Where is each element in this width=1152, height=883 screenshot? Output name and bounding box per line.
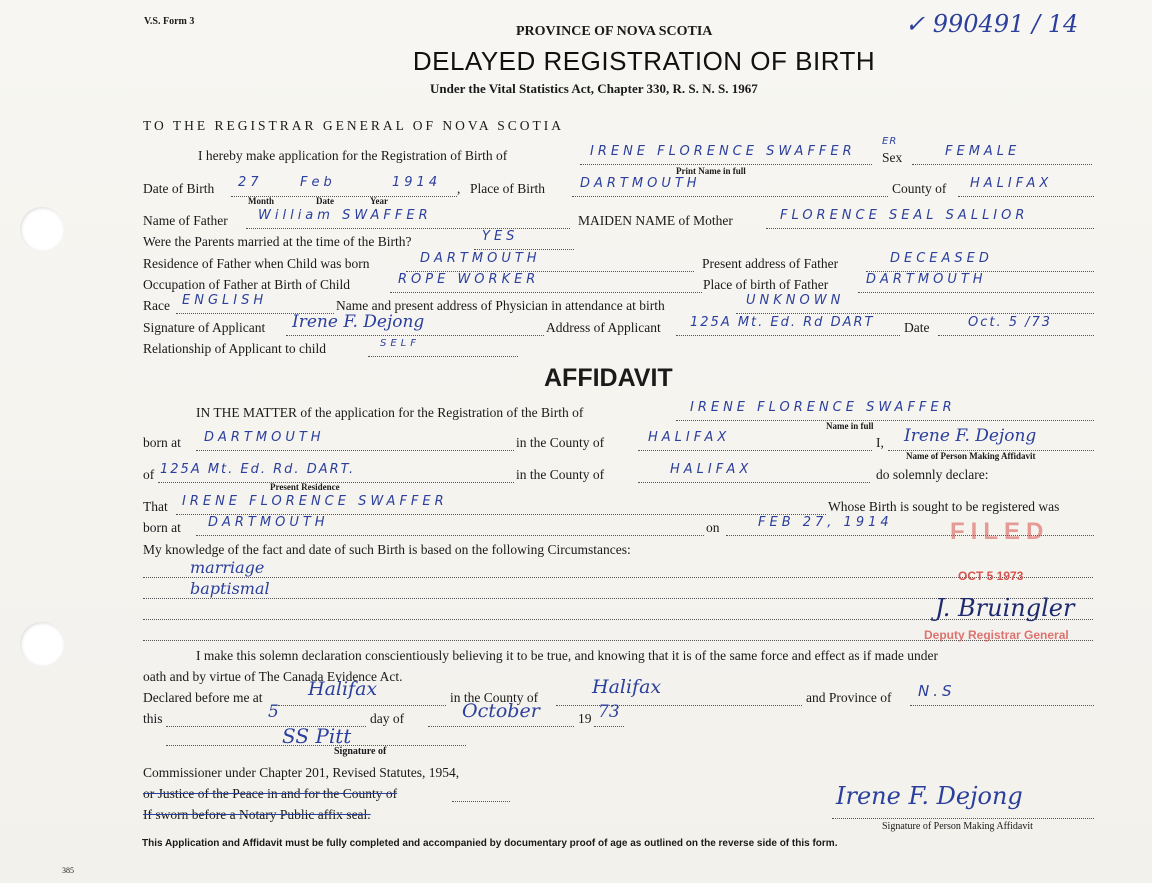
child-name-suffix: ER xyxy=(882,136,898,147)
whose-birth-label: Whose Birth is sought to be registered was xyxy=(828,499,1060,514)
date-line xyxy=(938,335,1094,336)
print-name-caption: Print Name in full xyxy=(676,166,746,176)
year-line xyxy=(594,726,624,727)
on-date-value: FEB 27, 1914 xyxy=(758,515,893,530)
declared-label: Declared before me at xyxy=(143,690,263,705)
of-label: of xyxy=(143,467,155,482)
born-at-value: DARTMOUTH xyxy=(204,430,325,445)
affidavit-heading: AFFIDAVIT xyxy=(544,364,673,392)
declared-county-label: in the County of xyxy=(450,690,539,705)
matter-label: IN THE MATTER of the application for the Registration of the Birth of xyxy=(196,405,584,420)
dob-year: 1914 xyxy=(392,175,442,190)
in-county-label-2: in the County of xyxy=(516,467,605,482)
punch-hole xyxy=(20,622,64,666)
month-caption: Month xyxy=(248,196,275,206)
date-label: Date xyxy=(904,320,930,335)
relationship-line xyxy=(368,356,518,357)
punch-hole xyxy=(20,207,64,251)
relationship-value: SELF xyxy=(380,338,420,349)
applicant-sig-line xyxy=(286,335,544,336)
this-label: this xyxy=(143,711,163,726)
file-number: ✓ 990491 / 14 xyxy=(905,10,1079,38)
registrar-signature: J. Bruingler xyxy=(935,594,1075,622)
date-value: Oct. 5 /73 xyxy=(968,315,1053,330)
father-value: William SWAFFER xyxy=(258,208,432,223)
present-addr-label: Present address of Father xyxy=(702,256,839,271)
person-signature: Irene F. Dejong xyxy=(836,782,1023,810)
dob-comma: , xyxy=(457,181,461,196)
occupation-label: Occupation of Father at Birth of Child xyxy=(143,277,350,292)
father-birthplace-label: Place of birth of Father xyxy=(703,277,829,292)
solemn-line-2: oath and by virtue of The Canada Evidence Act. xyxy=(143,669,403,684)
form-title: DELAYED REGISTRATION OF BIRTH xyxy=(412,46,876,76)
born-at2-value: DARTMOUTH xyxy=(208,515,329,530)
circumstance-2: baptismal xyxy=(190,579,270,598)
day-value: 5 xyxy=(268,702,279,722)
province-value: N.S xyxy=(918,682,956,700)
matter-line xyxy=(676,420,1094,421)
year-prefix: 19 xyxy=(578,711,592,726)
sex-line xyxy=(912,164,1092,165)
date-caption: Date xyxy=(316,196,334,206)
mother-label: MAIDEN NAME of Mother xyxy=(578,213,733,228)
born-at-label: born at xyxy=(143,435,181,450)
father-res-label: Residence of Father when Child was born xyxy=(143,256,370,271)
person-sig-line xyxy=(832,818,1094,819)
year-caption: Year xyxy=(370,196,388,206)
affiant-signature: Irene F. Dejong xyxy=(904,426,1037,446)
affiant-caption: Name of Person Making Affidavit xyxy=(906,451,1036,461)
circumstance-1: marriage xyxy=(190,558,265,577)
child-name-line xyxy=(580,164,872,165)
declare-label: do solemnly declare: xyxy=(876,467,989,482)
county-label: County of xyxy=(892,181,947,196)
declared-county-value: Halifax xyxy=(592,676,662,698)
physician-line xyxy=(736,313,1094,314)
that-label: That xyxy=(143,499,168,514)
sex-label: Sex xyxy=(882,150,903,165)
on-label: on xyxy=(706,520,720,535)
person-sig-caption: Signature of Person Making Affidavit xyxy=(882,821,1033,832)
declared-at-line xyxy=(278,705,446,706)
month-line xyxy=(428,726,574,727)
matter-name-value: IRENE FLORENCE SWAFFER xyxy=(690,400,956,415)
residence-caption: Present Residence xyxy=(270,482,340,492)
father-res-value: DARTMOUTH xyxy=(420,251,541,266)
province-heading: PROVINCE OF NOVA SCOTIA xyxy=(516,24,713,39)
place-value: DARTMOUTH xyxy=(580,176,701,191)
circumstance-line xyxy=(143,577,1093,578)
father-birthplace-value: DARTMOUTH xyxy=(866,272,987,287)
mother-line xyxy=(766,228,1094,229)
filed-date-stamp: OCT 5 1973 xyxy=(958,569,1024,583)
born-at2-line xyxy=(196,535,704,536)
registrar-role-stamp: Deputy Registrar General xyxy=(924,628,1069,642)
commissioner-sig-line xyxy=(166,745,466,746)
dob-day: Feb xyxy=(300,175,336,190)
father-label: Name of Father xyxy=(143,213,228,228)
county-line xyxy=(958,196,1094,197)
place-line xyxy=(572,196,888,197)
occupation-line xyxy=(390,292,702,293)
province-label: and Province of xyxy=(806,690,892,705)
race-value: ENGLISH xyxy=(182,293,268,308)
residence-value: 125A Mt. Ed. Rd. DART. xyxy=(160,462,356,477)
name-in-full-caption: Name in full xyxy=(826,421,874,431)
applicant-addr-value: 125A Mt. Ed. Rd DART xyxy=(690,315,875,330)
knowledge-label: My knowledge of the fact and date of such Birth is based on the following Circumstances: xyxy=(143,542,631,557)
born-at2-label: born at xyxy=(143,520,181,535)
occupation-value: ROPE WORKER xyxy=(398,272,540,287)
footer-note: This Application and Affidavit must be fully completed and accompanied by documentary proof of age as outlined on the reverse side of this form. xyxy=(142,838,838,849)
that-name-value: IRENE FLORENCE SWAFFER xyxy=(182,494,448,509)
addressee: TO THE REGISTRAR GENERAL OF NOVA SCOTIA xyxy=(143,118,565,133)
day-of-label: day of xyxy=(370,711,405,726)
sex-value: FEMALE xyxy=(945,144,1021,159)
in-county-value: HALIFAX xyxy=(648,430,731,445)
commissioner-line: Commissioner under Chapter 201, Revised Statutes, 1954, xyxy=(143,765,460,780)
affiant-prefix: I, xyxy=(876,435,884,450)
applicant-addr-label: Address of Applicant xyxy=(546,320,661,335)
declared-at-value: Halifax xyxy=(308,678,378,700)
notary-line: If sworn before a Notary Public affix seal. xyxy=(143,807,371,822)
father-line xyxy=(246,228,570,229)
married-value: YES xyxy=(482,229,519,244)
filed-stamp: FILED xyxy=(950,518,1050,545)
present-addr-value: DECEASED xyxy=(890,251,993,266)
in-county-line xyxy=(638,450,872,451)
year-value: 73 xyxy=(598,702,620,722)
applicant-signature: Irene F. Dejong xyxy=(292,312,425,332)
place-label: Place of Birth xyxy=(470,181,545,196)
declared-county-line xyxy=(556,705,802,706)
solemn-line-1: I make this solemn declaration conscientiously believing it to be true, and knowing that it is of the same force and effect as if made under xyxy=(196,648,939,663)
married-label: Were the Parents married at the time of the Birth? xyxy=(143,234,412,249)
father-birthplace-line xyxy=(858,292,1094,293)
county2-line xyxy=(638,482,870,483)
province-line xyxy=(910,705,1094,706)
child-name-value: IRENE FLORENCE SWAFFER xyxy=(590,144,856,159)
commissioner-signature: SS Pitt xyxy=(282,724,352,748)
form-id: V.S. Form 3 xyxy=(144,16,195,27)
county-value: HALIFAX xyxy=(970,176,1053,191)
footer-code: 385 xyxy=(62,866,74,875)
physician-value: UNKNOWN xyxy=(746,293,845,308)
married-line xyxy=(474,249,574,250)
county2-value: HALIFAX xyxy=(670,462,753,477)
applicant-sig-label: Signature of Applicant xyxy=(143,320,266,335)
relationship-label: Relationship of Applicant to child xyxy=(143,341,326,356)
justice-county-line xyxy=(452,801,510,802)
physician-label: Name and present address of Physician in attendance at birth xyxy=(336,298,665,313)
month-value: October xyxy=(462,700,540,722)
applicant-addr-line xyxy=(676,335,900,336)
dob-month: 27 xyxy=(238,175,263,190)
race-label: Race xyxy=(143,298,170,313)
justice-line: or Justice of the Peace in and for the County of xyxy=(143,786,398,801)
intro-label: I hereby make application for the Registration of Birth of xyxy=(198,148,508,163)
dob-label: Date of Birth xyxy=(143,181,215,196)
in-county-label: in the County of xyxy=(516,435,605,450)
born-at-line xyxy=(196,450,514,451)
signature-of-label: Signature of xyxy=(334,746,387,757)
mother-value: FLORENCE SEAL SALLIOR xyxy=(780,208,1029,223)
form-subtitle: Under the Vital Statistics Act, Chapter 330, R. S. N. S. 1967 xyxy=(430,81,758,96)
